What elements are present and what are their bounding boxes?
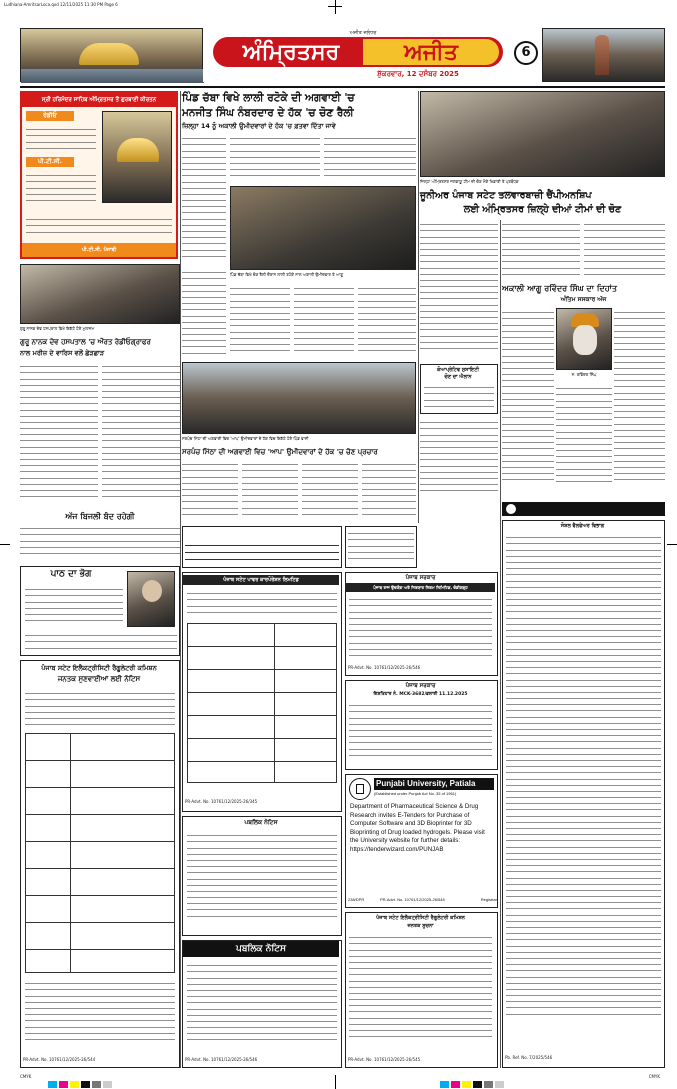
- swatch-black: [81, 1081, 90, 1088]
- public-notice-large-heading: ਪਬਲਿਕ ਨੋਟਿਸ: [183, 941, 339, 957]
- sarpanch-story-headline: ਸਰਪੰਚ ਮਿੱਠਾ ਦੀ ਅਗਵਾਈ ਵਿਚ 'ਆਪ' ਉਮੀਦਵਾਰਾਂ ਦੇ ਹੱਕ 'ਚ ਚੋਣ ਪ੍ਰਚਾਰ: [182, 448, 378, 456]
- fencing-col-3: [584, 220, 665, 280]
- fencing-col-1: [420, 220, 498, 360]
- university-notice: [345, 774, 498, 908]
- university-footer-left: 238/DPR: [348, 897, 365, 902]
- swatch-cyan-2: [440, 1081, 449, 1088]
- main-story-col-1b: [182, 268, 226, 358]
- sarpanch-story-caption: ਸਰਪੰਚ ਮਿੱਠਾ ਦੀ ਅਗਵਾਈ ਵਿਚ 'ਆਪ' ਉਮੀਦਵਾਰਾਂ ਦੇ ਹੱਕ ਵਿਚ ਇਕੱਠੇ ਹੋਏ ਪਿੰਡ ਵਾਸੀ: [182, 436, 309, 441]
- hospital-story-photo: [20, 264, 180, 324]
- pathbhog-title: ਪਾਠ ਦਾ ਭੋਗ: [50, 569, 92, 579]
- obit-headline: ਅਕਾਲੀ ਆਗੂ ਰਵਿੰਦਰ ਸਿੰਘ ਦਾ ਦਿਹਾਂਤ: [502, 284, 618, 293]
- public-notice-small: [182, 816, 342, 936]
- regulatory-left-title: ਪੰਜਾਬ ਸਟੇਟ ਇਲੈਕਟ੍ਰੀਸਿਟੀ ਰੈਗੂਲੇਟਰੀ ਕਮਿਸ਼ਨ: [41, 664, 157, 672]
- hospital-story-caption: ਗੁਰੂ ਨਾਨਕ ਦੇਵ ਹਸਪਤਾਲ ਵਿਖੇ ਇਕੱਠੇ ਹੋਏ ਮੁਲਾਜ਼ਮ: [20, 326, 95, 331]
- gurbani-ad-tag-ptc: ਪੀ.ਟੀ.ਸੀ.: [26, 157, 74, 167]
- monument-tower: [595, 35, 609, 75]
- gurbani-ad-footer: ਪੀ.ਟੀ.ਸੀ. ਪੰਜਾਬੀ: [22, 243, 176, 257]
- power-tender-adv-no: PR-Advt. No. 10761/12/2025-26/345: [185, 799, 258, 804]
- swatch-light: [103, 1081, 112, 1088]
- pathbhog-text-2: [25, 631, 177, 653]
- regulatory-left-intro: [25, 689, 175, 729]
- obit-subhead: ਅੰਤਿਮ ਸਸਕਾਰ ਅੱਜ: [560, 296, 607, 303]
- masthead-title-right: ਅਜੀਤ: [404, 40, 458, 65]
- university-emblem-inner: [356, 784, 364, 794]
- mck-title: ਪੰਜਾਬ ਸਰਕਾਰ: [405, 683, 436, 689]
- fencing-story-caption: ਜ਼ਿਲ੍ਹਾ ਅੰਮ੍ਰਿਤਸਰ ਜਲਵਾਯੂ ਟੀਮ ਦੀ ਚੋਣ ਮੌਕੇ ਖਿਡਾਰੀ ਤੇ ਪ੍ਰਬੰਧਕ: [420, 179, 519, 184]
- right-black-strip: [502, 502, 665, 516]
- column-rule-3: [500, 220, 501, 1068]
- main-story-col-3: [324, 134, 416, 184]
- obit-caption: ਸ. ਰਵਿੰਦਰ ਸਿੰਘ: [571, 372, 597, 377]
- pathbhog-notice: [20, 566, 180, 656]
- public-notice-small-title: ਪਬਲਿਕ ਨੋਟਿਸ: [244, 819, 278, 826]
- main-story-headline-1: ਪਿੰਡ ਚੱਬਾ ਵਿਖੇ ਲਾਲੀ ਰਟੋਕੇ ਦੀ ਅਗਵਾਈ 'ਚ: [182, 92, 355, 104]
- cooperative-text: [424, 383, 494, 411]
- punjab-govt-notice: [345, 572, 498, 676]
- gurbani-ad: [20, 91, 178, 259]
- sarpanch-story-photo: [182, 362, 416, 434]
- print-info: Ludhiana-AmritsarLoca.qxd 12/11/2025 11:30 PM Page 6: [4, 2, 118, 7]
- crop-mark-top-h: [328, 6, 342, 7]
- column-rule-2: [418, 91, 419, 523]
- sarovar-water: [21, 69, 204, 83]
- gurbani-ad-text-2: [26, 171, 96, 211]
- color-registration-bar: [20, 1072, 665, 1082]
- cooperative-title: ਕੋਆਪ੍ਰੇਟਿਵ ਸੁਸਾਇਟੀ: [436, 367, 479, 373]
- power-tender-intro: [187, 589, 337, 619]
- pathbhog-text-1: [25, 585, 123, 629]
- gurbani-ad-footer-text: [26, 215, 172, 239]
- color-swatches-right: [440, 1073, 580, 1080]
- masthead-rule: [20, 86, 665, 88]
- regulatory-left-table-divider: [70, 734, 71, 972]
- right-notice-footer: Pb. Ref. No. 7/2025/546: [505, 1055, 553, 1060]
- obit-col-mid: [556, 384, 612, 498]
- sarpanch-col-1: [182, 460, 238, 522]
- swatch-magenta-2: [451, 1081, 460, 1088]
- hospital-story-headline: ਗੁਰੂ ਨਾਨਕ ਦੇਵ ਹਸਪਤਾਲ 'ਚ ਔਰਤ ਰੇਡੀਓਗ੍ਰਾਫਰ: [20, 338, 151, 346]
- punjab-govt-title: ਪੰਜਾਬ ਸਰਕਾਰ: [405, 575, 436, 581]
- regulatory-right-adv-no: PR-Advt. No. 10761/12/2025-26/545: [348, 1057, 421, 1062]
- obit-beard: [573, 325, 597, 355]
- electricity-notice-title: ਅੱਜ ਬਿਜਲੀ ਬੰਦ ਰਹੇਗੀ: [65, 512, 135, 521]
- university-body: Department of Pharmaceutical Science & Drug Research invites E-Tenders for Purchase of Computer Software and 3D Bioprinter for 3D Bioprinting of Drug loaded hydrogels. Please visit the University website for further details: https://tenderwizard.com/PUNJAB: [350, 803, 485, 853]
- mck-ref: ਇਸ਼ਤਿਹਾਰ ਨੰ. MCK-3682/ਭਲਾਈ 11.12.2025: [373, 692, 468, 697]
- pathbhog-portrait: [127, 571, 175, 627]
- main-story-col-3b: [294, 284, 354, 358]
- regulatory-left-adv-no: PR-Advt. No. 10761/12/2025-26/544: [23, 1057, 96, 1062]
- obit-col-right: [614, 308, 665, 498]
- regulatory-left-table: [25, 733, 175, 973]
- public-notice-small-text: [187, 831, 337, 931]
- electricity-notice-text: [20, 524, 180, 560]
- regulatory-right-text: [349, 933, 492, 1051]
- swatch-grey-2: [484, 1081, 493, 1088]
- main-story-col-4b: [358, 284, 416, 358]
- power-tender-notice: [182, 572, 342, 812]
- color-bar-label-right: CMYK: [648, 1074, 660, 1079]
- swatch-yellow: [70, 1081, 79, 1088]
- gurbani-ad-temple-image: [102, 111, 172, 203]
- hospital-story-col-1: [20, 362, 98, 508]
- university-emblem-icon: [349, 778, 371, 800]
- swatch-cyan: [48, 1081, 57, 1088]
- golden-temple-dome: [79, 43, 139, 65]
- masthead-date: ਸ਼ੁੱਕਰਵਾਰ, 12 ਦਸੰਬਰ 2025: [377, 70, 459, 78]
- fencing-col-1b: [420, 418, 498, 498]
- masthead: [20, 28, 665, 82]
- obit-col-left: [502, 308, 554, 498]
- main-story-col-2: [230, 134, 320, 184]
- swatch-black-2: [473, 1081, 482, 1088]
- main-story-col-2b: [230, 284, 290, 358]
- university-footer-mid: PR-Advt. No. 10761/12/2025-26/548: [380, 897, 445, 902]
- punjab-govt-text: [349, 595, 492, 663]
- main-story-col-1: [182, 134, 226, 264]
- small-notice-2-text: [348, 529, 414, 565]
- pathbhog-portrait-face: [142, 580, 162, 602]
- right-notice-body: [506, 533, 661, 1033]
- regulatory-left-subtitle: ਜਨਤਕ ਸੁਣਵਾਈਆਂ ਲਈ ਨੋਟਿਸ: [57, 675, 141, 683]
- main-story-headline-2: ਮਨਜੀਤ ਸਿੰਘ ਨੰਬਰਦਾਰ ਦੇ ਹੱਕ 'ਚ ਚੋਣ ਰੈਲੀ: [182, 107, 354, 119]
- fencing-story-headline-2: ਲਈ ਅੰਮ੍ਰਿਤਸਰ ਜ਼ਿਲ੍ਹੇ ਦੀਆਂ ਟੀਮਾਂ ਦੀ ਚੋਣ: [463, 204, 622, 215]
- swatch-grey: [92, 1081, 101, 1088]
- power-tender-title: ਪੰਜਾਬ ਸਟੇਟ ਪਾਵਰ ਕਾਰਪੋਰੇਸ਼ਨ ਲਿਮਟਿਡ: [183, 575, 339, 585]
- mck-notice: [345, 680, 498, 770]
- punjab-govt-adv-no: PR-Advt. No. 10761/12/2025-26/546: [348, 665, 421, 670]
- public-notice-large-adv-no: PR-Advt. No. 10761/12/2025-26/546: [185, 1057, 258, 1062]
- fencing-col-2: [502, 220, 580, 280]
- regulatory-right-title: ਪੰਜਾਬ ਸਟੇਟ ਇਲੈਕਟ੍ਰੀਸਿਟੀ ਰੈਗੂਲੇਟਰੀ ਕਮਿਸ਼ਨ: [376, 915, 465, 921]
- crop-mark-top: [335, 0, 336, 14]
- swatch-yellow-2: [462, 1081, 471, 1088]
- small-notice-2: [345, 526, 417, 568]
- regulatory-notice-left: [20, 660, 180, 1068]
- monument-photo: [542, 28, 665, 82]
- power-tender-table-divider: [274, 624, 275, 782]
- gurbani-ad-dome: [117, 138, 159, 162]
- right-column-notice: [502, 520, 665, 1068]
- column-rule-1: [180, 91, 181, 1068]
- small-notice-1: [182, 526, 342, 568]
- university-name: Punjabi University, Patiala: [374, 778, 494, 790]
- small-notice-1-table: [185, 539, 339, 565]
- color-swatches-left: [48, 1073, 168, 1080]
- public-notice-large-text: [187, 961, 337, 1053]
- sarpanch-col-4: [362, 460, 416, 522]
- color-bar-label-left: CMYK: [20, 1074, 32, 1079]
- main-story-subhead: ਜ਼ਿਲ੍ਹਾ 14 ਨੂੰ ਅਕਾਲੀ ਉਮੀਦਵਾਰਾਂ ਦੇ ਹੱਕ 'ਚ ਫ਼ਤਵਾ ਦਿੱਤਾ ਜਾਵੇ: [182, 122, 336, 130]
- main-story-caption: ਪਿੰਡ ਚੱਬਾ ਵਿਖੇ ਚੋਣ ਰੈਲੀ ਦੌਰਾਨ ਲਾਲੀ ਰਟੋਕੇ ਨਾਲ ਅਕਾਲੀ ਉਮੀਦਵਾਰ ਤੇ ਆਗੂ: [230, 272, 344, 277]
- regulatory-left-footer-text: [25, 979, 175, 1053]
- cooperative-box: [420, 364, 498, 414]
- page-number-badge: 6: [514, 41, 538, 65]
- hospital-story-subhead: ਨਾਲ ਮਰੀਜ਼ ਦੇ ਵਾਰਿਸ ਵਲੋਂ ਛੇੜਛਾੜ: [20, 349, 105, 357]
- punjab-govt-org: ਪੰਜਾਬ ਰਾਜ ਉਦਯੋਗ ਅਤੇ ਨਿਰਯਾਤ ਨਿਗਮ ਲਿਮਿਟਿਡ, ਚੰਡੀਗੜ੍ਹ: [346, 583, 495, 592]
- power-tender-table: [187, 623, 337, 783]
- crop-mark-left: [0, 544, 10, 545]
- public-notice-large: [182, 940, 342, 1068]
- regulatory-notice-right: [345, 912, 498, 1068]
- gurbani-ad-text-1: [26, 125, 96, 155]
- golden-temple-photo: [20, 28, 203, 82]
- section-label: ਅਜੀਤ ਜਲੰਧਰ: [349, 30, 377, 36]
- right-notice-header: ਸੋਸ਼ਲ ਵੈਲਫੇਅਰ ਵਿਭਾਗ: [560, 523, 605, 529]
- mck-text: [349, 701, 492, 765]
- swatch-magenta: [59, 1081, 68, 1088]
- university-estd: (Established under Punjab Act No. 35 of 1961): [374, 791, 457, 796]
- swatch-light-2: [495, 1081, 504, 1088]
- masthead-center: [203, 28, 513, 82]
- fencing-story-photo: [420, 91, 665, 177]
- main-story-photo: [230, 186, 416, 270]
- crop-mark-right: [667, 544, 677, 545]
- sarpanch-col-3: [302, 460, 358, 522]
- sarpanch-col-2: [242, 460, 298, 522]
- fencing-story-headline-1: ਜੂਨੀਅਰ ਪੰਜਾਬ ਸਟੇਟ ਤਲਵਾਰਬਾਜ਼ੀ ਚੈਂਪੀਅਨਸ਼ਿਪ: [420, 190, 592, 201]
- university-footer-right: Registrar: [480, 897, 497, 902]
- gurbani-ad-heading: ਸ੍ਰੀ ਹਰਿਮੰਦਰ ਸਾਹਿਬ ਅੰਮ੍ਰਿਤਸਰ ਤੋਂ ਗੁਰਬਾਣੀ ਕੀਰਤਨ: [22, 93, 176, 107]
- hospital-story-col-2: [102, 362, 180, 508]
- masthead-title-left: ਅੰਮ੍ਰਿਤਸਰ: [242, 40, 340, 65]
- obit-portrait: [556, 308, 612, 370]
- gurbani-ad-tag-radio: ਰੇਡੀਓ: [26, 111, 74, 121]
- regulatory-right-subtitle: ਜਨਤਕ ਸੂਚਨਾ: [407, 923, 434, 929]
- cooperative-sub: ਚੋਣ ਦਾ ਐਲਾਨ: [444, 374, 472, 380]
- right-strip-logo-icon: [506, 504, 516, 514]
